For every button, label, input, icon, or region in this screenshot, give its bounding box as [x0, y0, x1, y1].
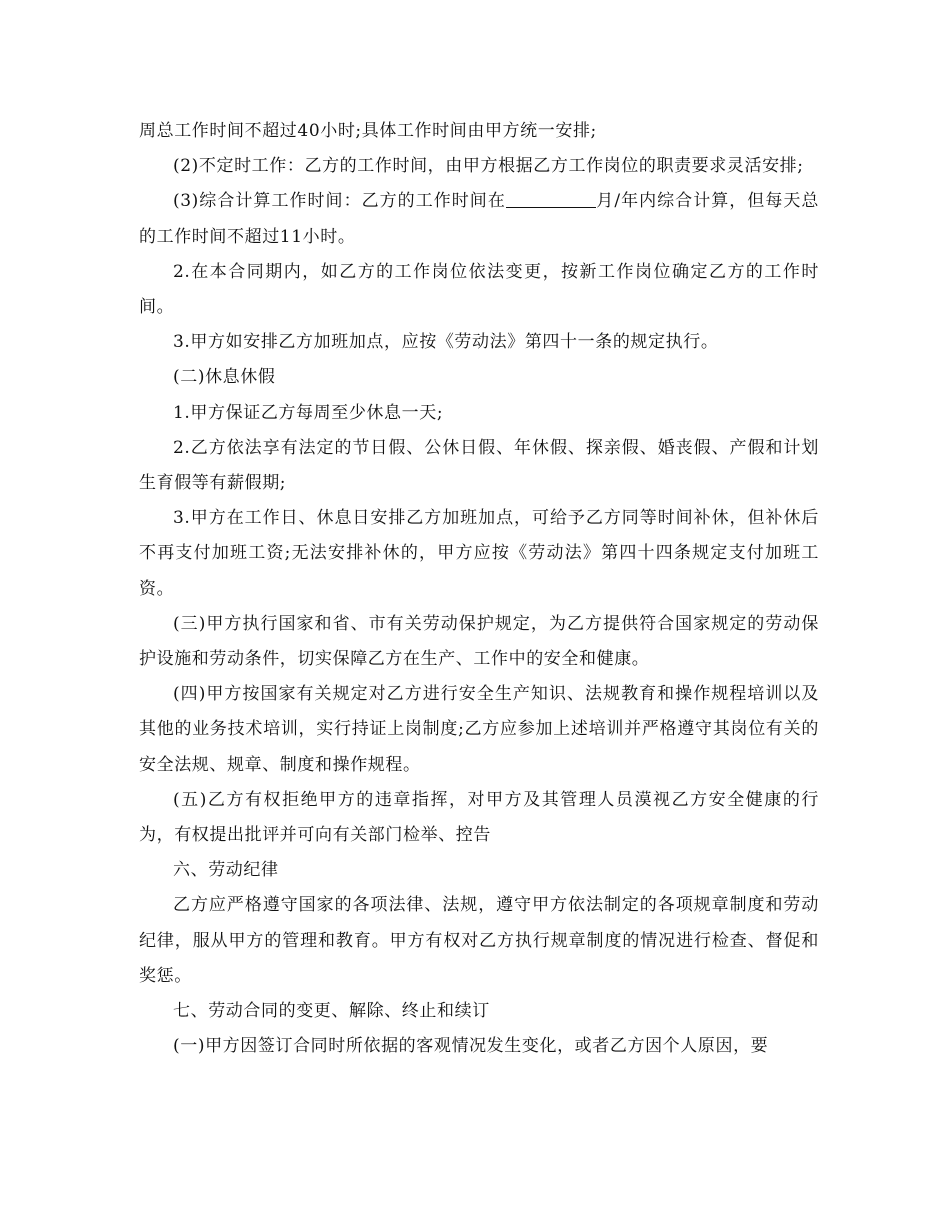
paragraph-flexible-hours: (2)不定时工作：乙方的工作时间，由甲方根据乙方工作岗位的职责要求灵活安排;: [173, 156, 804, 177]
paragraph-text-after-blank: 月/年内综合计算，但每天总的工作时间不超过11小时。: [139, 191, 819, 247]
paragraph-safety-training: (四)甲方按国家有关规定对乙方进行安全生产知识、法规教育和操作规程培训以及其他的业务技术培训，实行持证上岗制度;乙方应参加上述培训并严格遵守其岗位有关的安全法规、规章、制度和操作规程。: [139, 684, 819, 775]
paragraph-weekly-hours: 周总工作时间不超过40小时;具体工作时间由甲方统一安排;: [139, 121, 597, 141]
section-heading-labor-discipline: 六、劳动纪律: [173, 860, 279, 881]
paragraph-comprehensive-hours: [139, 184, 819, 254]
document-body: [139, 114, 819, 1064]
paragraph-compensatory-rest: 3.甲方在工作日、休息日安排乙方加班加点，可给予乙方同等时间补休，但补休后不再支付加班工资;无法安排补休的，甲方应按《劳动法》第四十四条规定支付加班工资。: [139, 508, 819, 599]
paragraph-discipline: 乙方应严格遵守国家的各项法律、法规，遵守甲方依法制定的各项规章制度和劳动纪律，服从甲方的管理和教育。甲方有权对乙方执行规章制度的情况进行检查、督促和奖惩。: [139, 895, 819, 986]
paragraph-labor-protection: (三)甲方执行国家和省、市有关劳动保护规定，为乙方提供符合国家规定的劳动保护设施和劳动条件，切实保障乙方在生产、工作中的安全和健康。: [139, 613, 819, 670]
section-heading-rest-leave: (二)休息休假: [173, 367, 276, 388]
paragraph-weekly-rest: 1.甲方保证乙方每周至少休息一天;: [173, 402, 444, 423]
paragraph-refuse-orders: (五)乙方有权拒绝甲方的违章指挥，对甲方及其管理人员漠视乙方安全健康的行为，有权提出批评并可向有关部门检举、控告: [139, 789, 819, 846]
fill-in-blank: [506, 189, 596, 209]
paragraph-text-before-blank: (3)综合计算工作时间：乙方的工作时间在: [173, 191, 506, 212]
paragraph-objective-changes: (一)甲方因签订合同时所依据的客观情况发生变化，或者乙方因个人原因，要: [173, 1036, 769, 1057]
paragraph-overtime: 3.甲方如安排乙方加班加点，应按《劳动法》第四十一条的规定执行。: [173, 332, 719, 353]
paragraph-paid-leave: 2.乙方依法享有法定的节日假、公休日假、年休假、探亲假、婚丧假、产假和计划生育假等有薪假期;: [139, 437, 819, 494]
paragraph-position-change: 2.在本合同期内，如乙方的工作岗位依法变更，按新工作岗位确定乙方的工作时间。: [139, 261, 819, 318]
section-heading-contract-changes: 七、劳动合同的变更、解除、终止和续订: [173, 1001, 490, 1022]
